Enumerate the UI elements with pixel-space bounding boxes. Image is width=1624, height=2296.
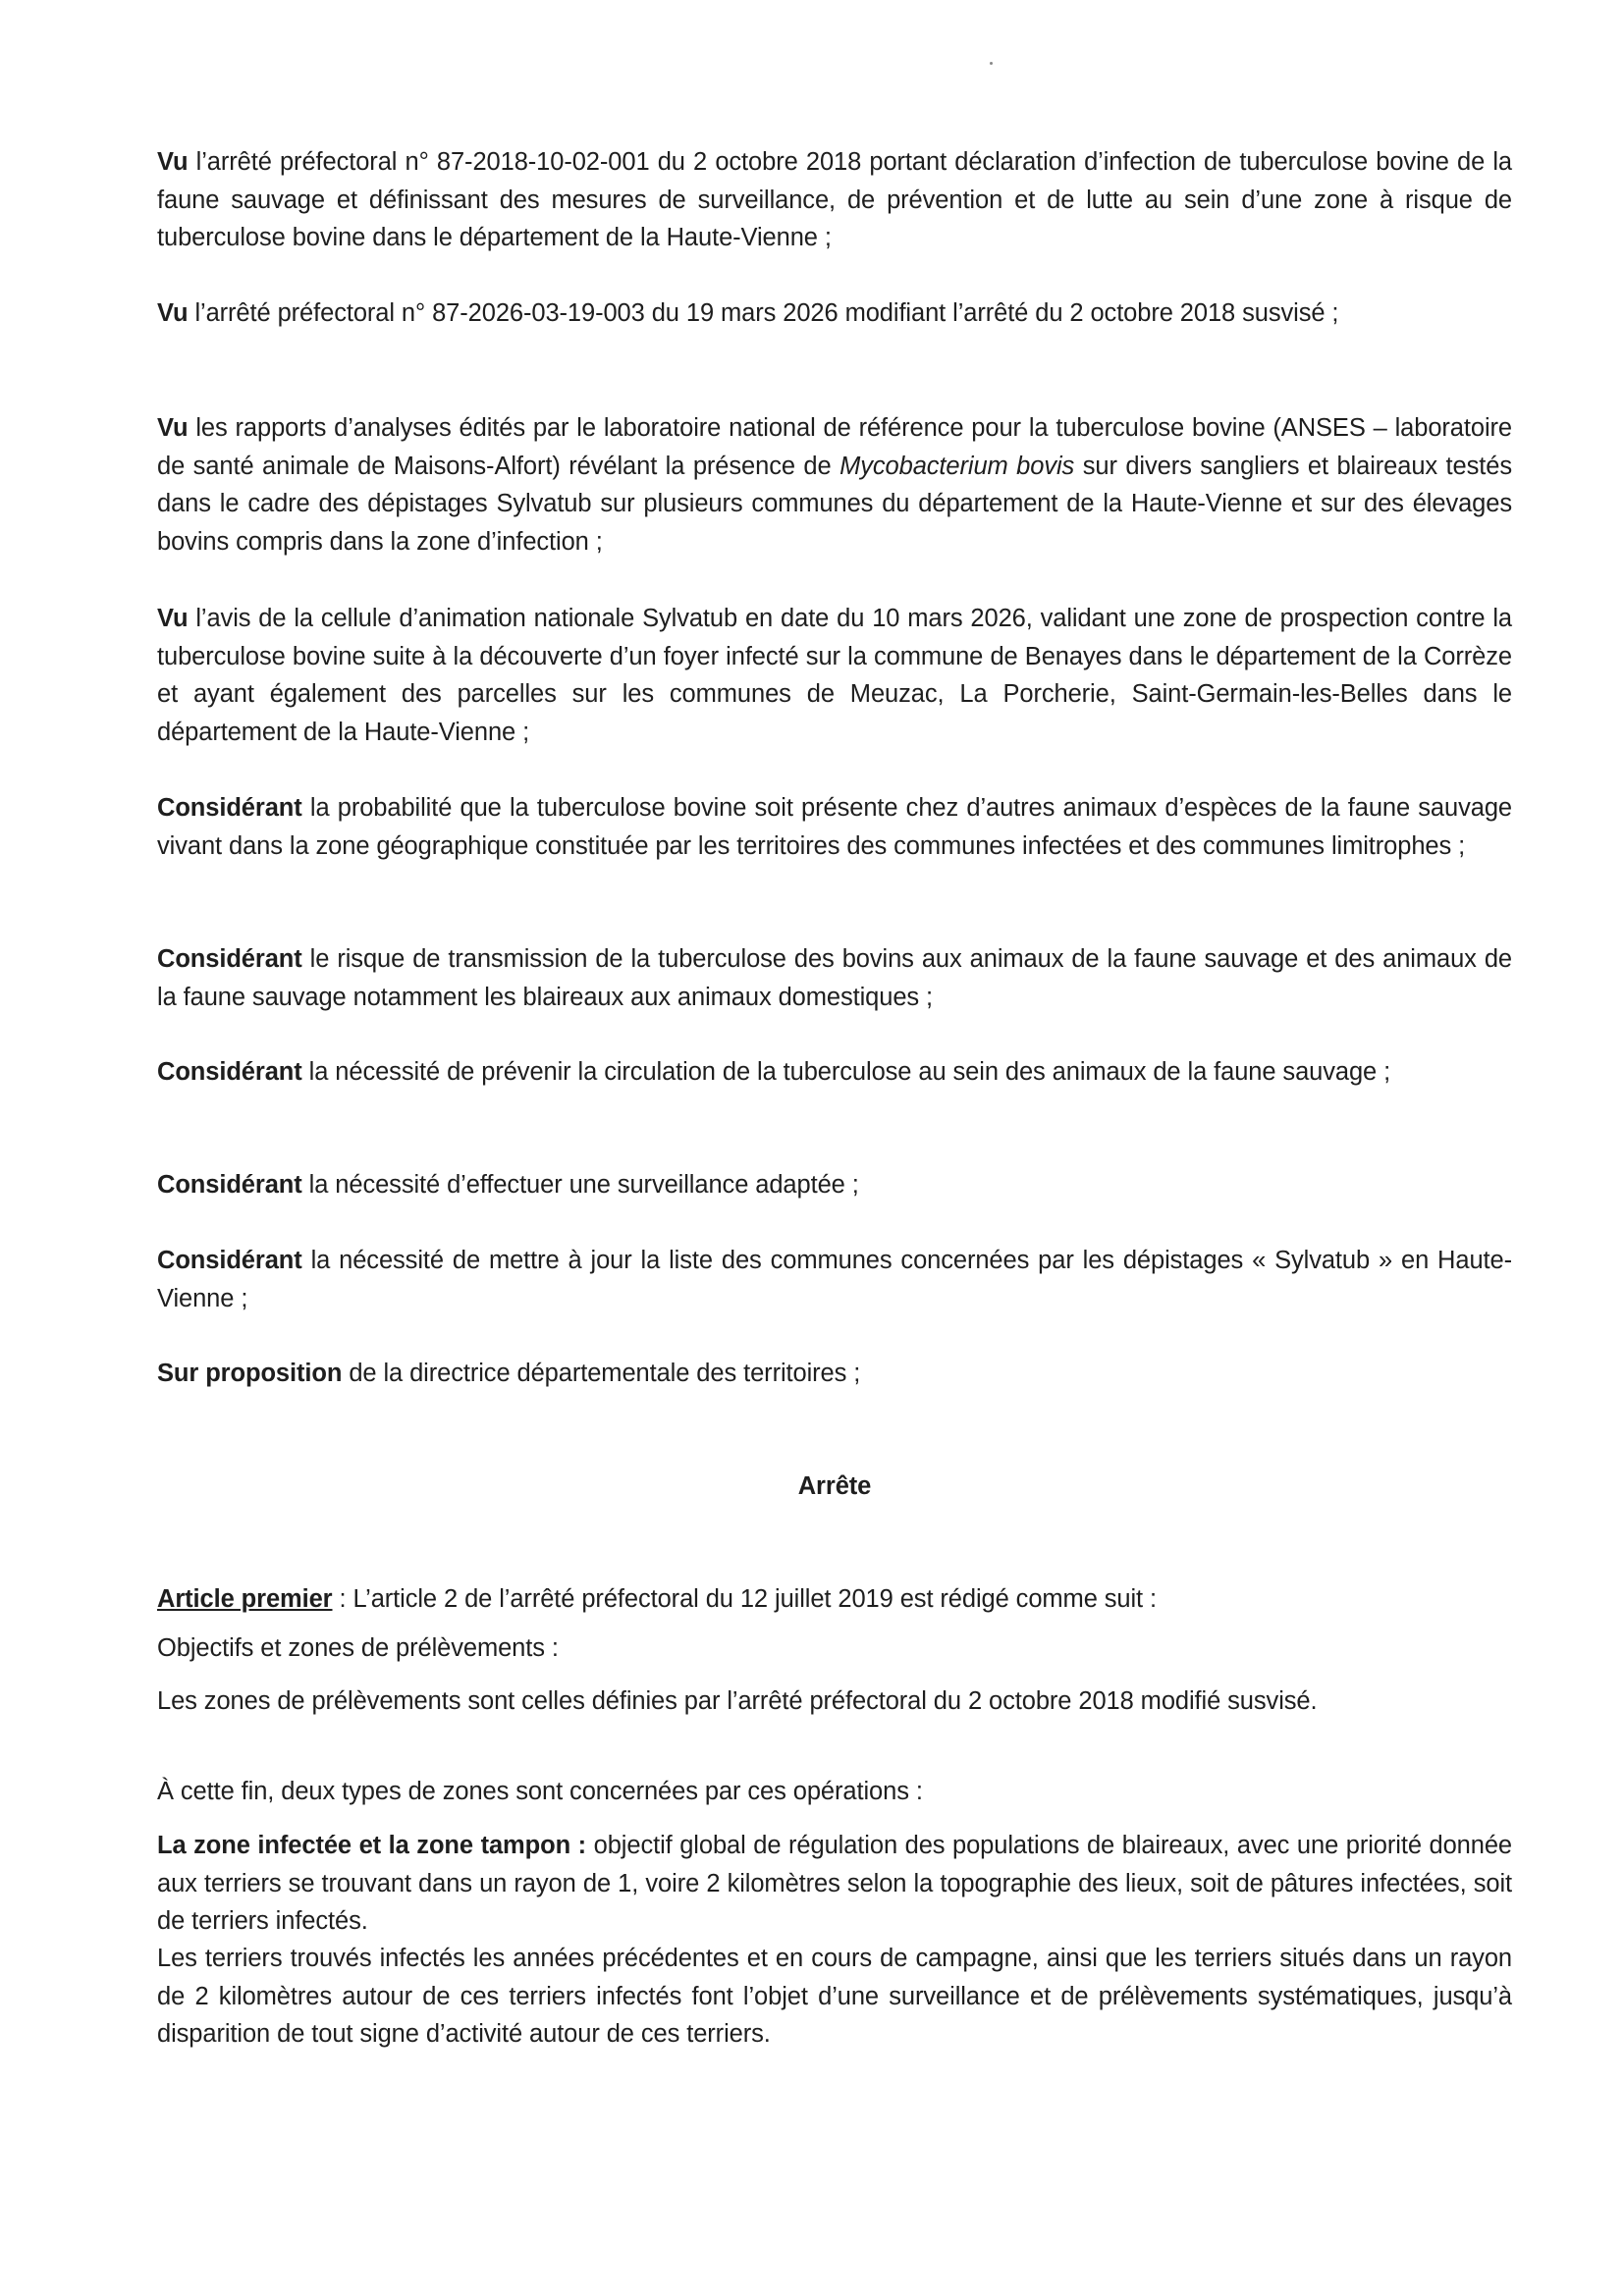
considerant-paragraph-1 — [157, 789, 1512, 865]
zone-text: objectif global de régulation des populations de blaireaux, avec une priorité donnée aux terriers se trouvant dans un rayon de 1, voire 2 kilomètres selon la topographie des lieux, soit de pâtures infectées, soit de terriers infectés. — [157, 1832, 1512, 1935]
para-text: de la directrice départementale des territoires ; — [342, 1360, 861, 1387]
para-text: la nécessité de mettre à jour la liste des communes concernées par les dépistages « Sylvatub » en Haute-Vienne ; — [157, 1247, 1512, 1312]
para-lead: Vu — [157, 299, 189, 327]
considerant-paragraph-3 — [157, 1053, 1512, 1092]
para-text: les rapports d’analyses édités par le laboratoire national de référence pour la tuberculose bovine (ANSES – laboratoire de santé animale de Maisons-Alfort) révélant la présence de — [157, 414, 1512, 480]
scan-speck — [990, 62, 993, 65]
considerant-paragraph-5 — [157, 1242, 1512, 1317]
proposition-paragraph — [157, 1355, 1512, 1393]
article-paragraph-1: Les zones de prélèvements sont celles définies par l’arrêté préfectoral du 2 octobre 2018 modifié susvisé. — [157, 1687, 1318, 1715]
vu-paragraph-3 — [157, 409, 1512, 561]
para-lead: Considérant — [157, 1247, 302, 1274]
para-text: l’avis de la cellule d’animation nationale Sylvatub en date du 10 mars 2026, validant une zone de prospection contre la tuberculose bovine suite à la découverte d’un foyer infecté sur la commune de Benayes dans le département de la Corrèze et ayant également des parcelles sur les communes de Meuzac, La Porcherie, Saint-Germain-les-Belles dans le département de la Haute-Vienne ; — [157, 605, 1512, 746]
para-lead: Considérant — [157, 945, 302, 973]
species-name: Mycobacterium bovis — [839, 452, 1075, 480]
arrete-heading: Arrête — [797, 1472, 872, 1500]
zone-label: La zone infectée et la zone tampon : — [157, 1832, 587, 1859]
article-subtitle: Objectifs et zones de prélèvements : — [157, 1634, 559, 1662]
para-text: l’arrêté préfectoral n° 87-2026-03-19-003 du 19 mars 2026 modifiant l’arrêté du 2 octobre 2018 susvisé ; — [188, 299, 1339, 327]
considerant-paragraph-4 — [157, 1166, 1512, 1204]
para-text: la probabilité que la tuberculose bovine soit présente chez d’autres animaux d’espèces de la faune sauvage vivant dans la zone géographique constituée par les territoires des communes infectées et des communes limitrophes ; — [157, 794, 1512, 860]
vu-paragraph-2 — [157, 294, 1512, 333]
para-lead: Vu — [157, 605, 189, 632]
article-paragraph-3: Les terriers trouvés infectés les années précédentes et en cours de campagne, ainsi que les terriers situés dans un rayon de 2 kilomètres autour de ces terriers infectés font l’objet d’une surveillance et de prélèvements systématiques, jusqu’à disparition de tout signe d’activité autour de ces terriers. — [157, 1945, 1512, 2048]
para-lead: Sur proposition — [157, 1360, 343, 1387]
para-lead: Vu — [157, 414, 189, 442]
para-lead: Considérant — [157, 1058, 302, 1086]
vu-paragraph-1 — [157, 143, 1512, 257]
considerant-paragraph-2 — [157, 940, 1512, 1016]
para-lead: Vu — [157, 148, 189, 176]
para-text: la nécessité de prévenir la circulation de la tuberculose au sein des animaux de la faune sauvage ; — [301, 1058, 1391, 1086]
article-intro: : L’article 2 de l’arrêté préfectoral du 12 juillet 2019 est rédigé comme suit : — [332, 1585, 1158, 1613]
para-lead: Considérant — [157, 1171, 302, 1199]
para-text: sur divers sangliers et blaireaux testés dans le cadre des dépistages Sylvatub sur plusieurs communes du département de la Haute-Vienne et sur des élevages bovins compris dans la zone d’infection ; — [157, 452, 1512, 556]
para-text: la nécessité d’effectuer une surveillance adaptée ; — [301, 1171, 859, 1199]
vu-paragraph-4 — [157, 600, 1512, 751]
article-premier — [157, 1580, 1512, 1619]
zone-paragraph — [157, 1827, 1512, 1941]
article-paragraph-2: À cette fin, deux types de zones sont concernées par ces opérations : — [157, 1778, 923, 1805]
article-label: Article premier — [157, 1585, 333, 1613]
para-lead: Considérant — [157, 794, 302, 822]
para-text: l’arrêté préfectoral n° 87-2018-10-02-001 du 2 octobre 2018 portant déclaration d’infection de tuberculose bovine de la faune sauvage et définissant des mesures de surveillance, de prévention et de lutte au sein d’une zone à risque de tuberculose bovine dans le département de la Haute-Vienne ; — [157, 148, 1512, 251]
para-text: le risque de transmission de la tuberculose des bovins aux animaux de la faune sauvage et des animaux de la faune sauvage notamment les blaireaux aux animaux domestiques ; — [157, 945, 1512, 1011]
